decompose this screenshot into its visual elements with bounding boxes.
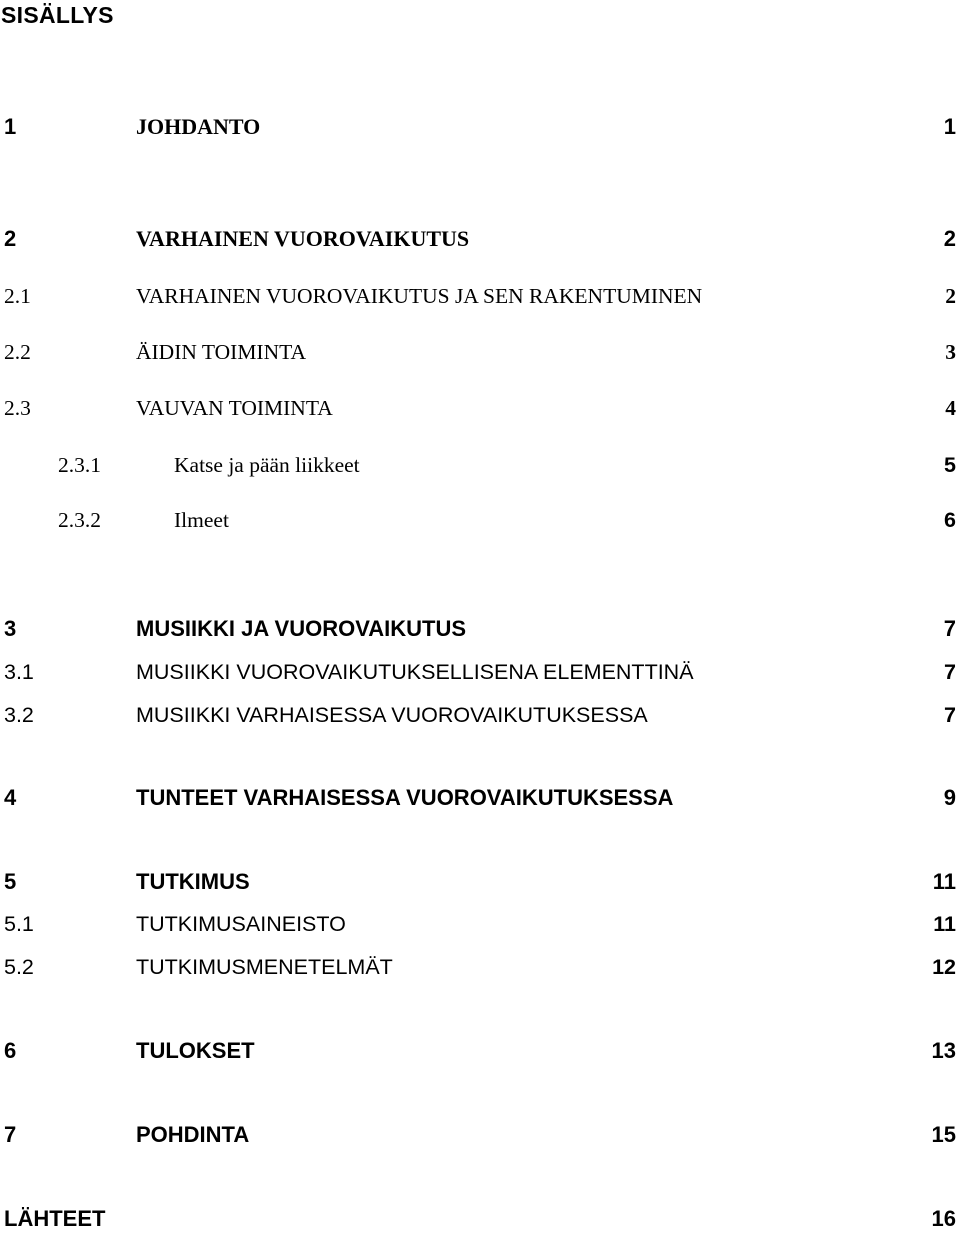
toc-entry-number: 3 [4, 616, 17, 641]
toc-entry-chapter-2[interactable] [0, 224, 960, 254]
toc-entry-label: TUTKIMUS [136, 869, 250, 894]
toc-entry-label: VARHAINEN VUOROVAIKUTUS [136, 226, 470, 251]
toc-entry-page: 7 [943, 616, 956, 641]
toc-entry-label: ÄIDIN TOIMINTA [136, 340, 307, 364]
toc-title: SISÄLLYS [1, 2, 114, 28]
toc-entry-page: 6 [944, 508, 956, 532]
toc-entry-label: POHDINTA [136, 1122, 250, 1147]
toc-entry-section-5-1[interactable] [0, 909, 960, 939]
toc-entry-page: 1 [943, 114, 956, 139]
toc-entry-label: TUTKIMUSMENETELMÄT [136, 955, 393, 979]
toc-entry-number: 4 [4, 785, 17, 810]
toc-entry-page: 16 [931, 1206, 956, 1231]
toc-entry-chapter-7[interactable] [0, 1120, 960, 1150]
toc-entry-number: 2.1 [4, 284, 31, 308]
toc-entry-chapter-5[interactable] [0, 867, 960, 897]
toc-entry-label: MUSIIKKI VUOROVAIKUTUKSELLISENA ELEMENTTINÄ [136, 660, 694, 684]
toc-entry-label: VAUVAN TOIMINTA [136, 396, 333, 420]
toc-entry-page: 13 [931, 1038, 956, 1063]
toc-entry-chapter-6[interactable] [0, 1036, 960, 1066]
toc-entry-number: 2 [4, 226, 17, 251]
toc-entry-number: 1 [4, 114, 17, 139]
toc-entry-number: 3.1 [4, 660, 34, 684]
toc-entry-section-2-3[interactable] [0, 393, 960, 423]
toc-entry-section-2-2[interactable] [0, 337, 960, 367]
toc-entry-page: 11 [932, 869, 956, 894]
toc-entry-page: 3 [945, 340, 956, 364]
toc-entry-label: LÄHTEET [4, 1206, 106, 1231]
toc-entry-number: 2.3.1 [58, 453, 101, 477]
toc-entry-page: 2 [945, 284, 956, 308]
toc-entry-number: 2.2 [4, 340, 31, 364]
toc-entry-label: MUSIIKKI JA VUOROVAIKUTUS [136, 616, 467, 641]
toc-entry-label: JOHDANTO [136, 114, 261, 139]
toc-entry-number: 2.3.2 [58, 508, 101, 532]
toc-entry-subsection-2-3-1[interactable] [0, 450, 960, 480]
toc-entry-page: 9 [943, 785, 956, 810]
toc-entry-label: TUNTEET VARHAISESSA VUOROVAIKUTUKSESSA [136, 785, 674, 810]
toc-entry-label: Ilmeet [174, 508, 229, 532]
toc-entry-number: 6 [4, 1038, 17, 1063]
toc-entry-label: VARHAINEN VUOROVAIKUTUS JA SEN RAKENTUMINEN [136, 284, 703, 308]
toc-entry-page: 7 [944, 660, 956, 684]
toc-entry-label: TULOKSET [136, 1038, 255, 1063]
toc-entry-page: 7 [944, 703, 956, 727]
toc-entry-number: 5.1 [4, 912, 34, 936]
toc-entry-page: 15 [931, 1122, 956, 1147]
toc-entry-chapter-3[interactable] [0, 614, 960, 644]
toc-entry-section-5-2[interactable] [0, 952, 960, 982]
toc-entry-page: 2 [943, 226, 956, 251]
toc-entry-number: 7 [4, 1122, 17, 1147]
toc-entry-section-2-1[interactable] [0, 281, 960, 311]
toc-entry-number: 5 [4, 869, 17, 894]
toc-entry-page: 5 [944, 453, 956, 477]
toc-entry-page: 11 [933, 912, 956, 936]
toc-entry-label: Katse ja pään liikkeet [174, 453, 360, 477]
toc-entry-number: 5.2 [4, 955, 34, 979]
toc-entry-number: 3.2 [4, 703, 34, 727]
toc-entry-chapter-1[interactable] [0, 112, 960, 142]
toc-entry-section-3-1[interactable] [0, 657, 960, 687]
toc-entry-number: 2.3 [4, 396, 31, 420]
toc-entry-page: 4 [945, 396, 956, 420]
toc-entry-page: 12 [932, 955, 956, 979]
toc-entry-chapter-4[interactable] [0, 783, 960, 813]
toc-entry-subsection-2-3-2[interactable] [0, 505, 960, 535]
toc-entry-section-3-2[interactable] [0, 700, 960, 730]
toc-entry-label: TUTKIMUSAINEISTO [136, 912, 346, 936]
toc-entry-label: MUSIIKKI VARHAISESSA VUOROVAIKUTUKSESSA [136, 703, 648, 727]
